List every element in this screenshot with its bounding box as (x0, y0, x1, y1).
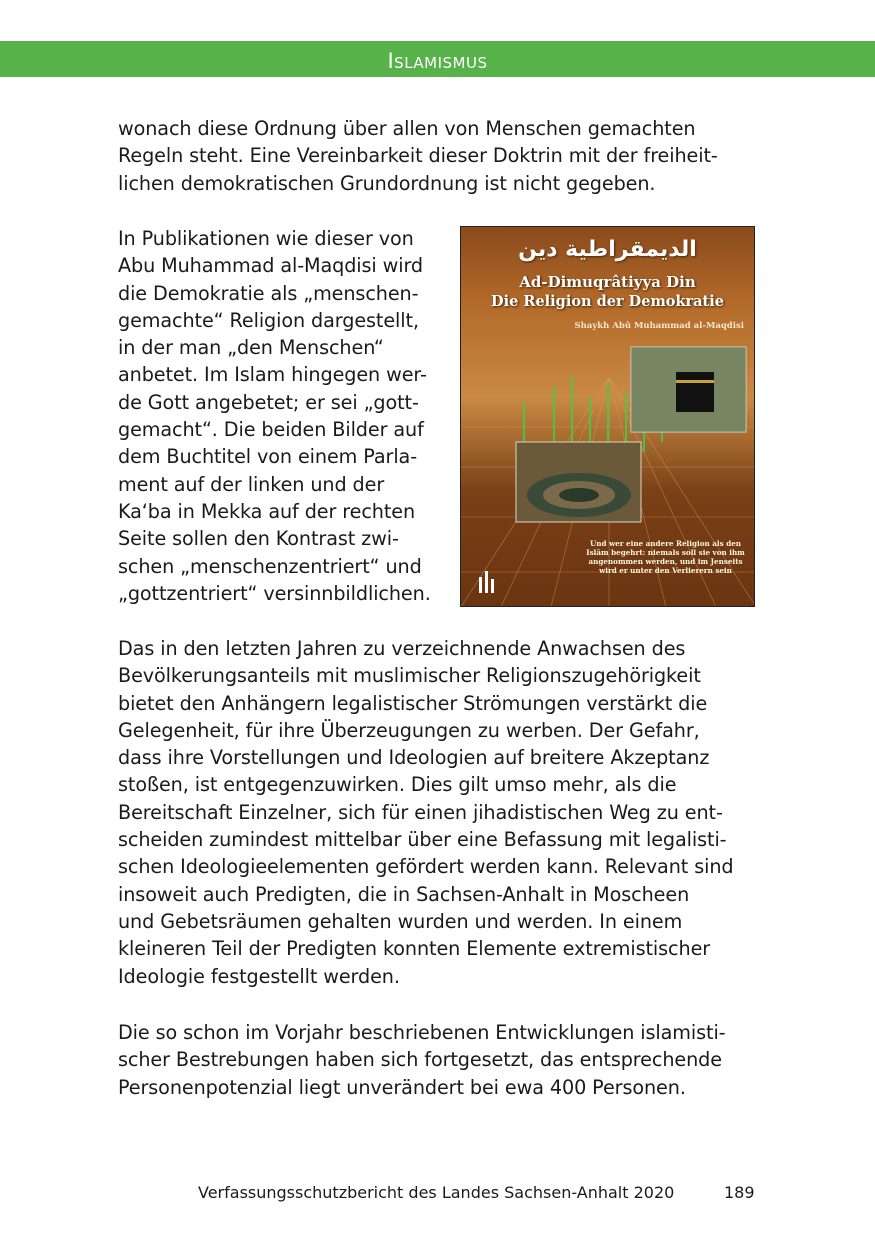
text-line: scheiden zumindest mittelbar über eine Befassung mit legalisti- (118, 828, 727, 852)
text-line: schen „menschenzentriert“ und (118, 554, 422, 578)
text-line: Personenpotenzial liegt unverändert bei ewa 400 Personen. (118, 1075, 686, 1099)
book-cover-image (460, 226, 755, 607)
text-line: Die so schon im Vorjahr beschriebenen Entwicklungen islamisti- (118, 1021, 726, 1044)
paragraph-publication (118, 225, 453, 607)
text-line: anbetet. Im Islam hingegen wer- (118, 363, 427, 387)
cover-subtitle: Die Religion der Demokratie (491, 293, 724, 310)
cover-title: Ad-Dimuqrâtiyya Din (519, 273, 696, 291)
text-line: Ka‘ba in Mekka auf der rechten (118, 499, 416, 523)
text-line: lichen demokratischen Grundordnung ist nicht gegeben. (118, 171, 656, 195)
cover-arabic-title: الديمقراطية دين (518, 237, 697, 262)
text-line: und Gebetsräumen gehalten wurden und werden. In einem (118, 909, 683, 933)
text-line: Regeln steht. Eine Vereinbarkeit dieser Doktrin mit der freiheit- (118, 144, 718, 168)
section-title: Islamismus (387, 49, 488, 73)
text-line: dem Buchtitel von einem Parla- (118, 445, 418, 469)
text-line: scher Bestrebungen haben sich fortgesetzt, das entsprechende (118, 1048, 722, 1072)
paragraph-intro (118, 115, 758, 197)
text-line: Gelegenheit, für ihre Überzeugungen zu werben. Der Gefahr, (118, 718, 700, 742)
text-line: ment auf der linken und der (118, 472, 385, 496)
page-number: 189 (724, 1183, 755, 1202)
text-line: Seite sollen den Kontrast zwi- (118, 527, 399, 551)
text-line: in der man „den Menschen“ (118, 336, 384, 360)
footer-report-title: Verfassungsschutzbericht des Landes Sachsen-Anhalt 2020 (198, 1183, 675, 1202)
text-line: Abu Muhammad al-Maqdisi wird (118, 254, 424, 278)
text-line: stoßen, ist entgegenzuwirken. Dies gilt umso mehr, als die (118, 773, 677, 797)
text-line: Bereitschaft Einzelner, sich für einen jihadistischen Weg zu ent- (118, 800, 723, 824)
text-line: In Publikationen wie dieser von (118, 227, 414, 250)
text-line: insoweit auch Predigten, die in Sachsen-Anhalt in Moscheen (118, 882, 690, 906)
text-line: dass ihre Vorstellungen und Ideologien auf breitere Akzeptanz (118, 746, 710, 770)
text-line: Bevölkerungsanteils mit muslimischer Religionszugehörigkeit (118, 664, 701, 688)
text-line: wonach diese Ordnung über allen von Menschen gemachten (118, 117, 696, 140)
cover-quote: Und wer eine andere Religion als den Islâm begehrt: niemals soll sie von ihm angenommen werden, und im Jenseits wird er unter den Verlierern sein (586, 539, 745, 575)
text-line: schen Ideologieelementen gefördert werden kann. Relevant sind (118, 855, 734, 879)
cover-author: Shaykh Abû Muhammad al-Maqdisi (574, 321, 744, 331)
text-line: kleineren Teil der Predigten konnten Elemente extremistischer (118, 937, 711, 961)
text-line: gemachte“ Religion dargestellt, (118, 308, 419, 332)
text-line: gemacht“. Die beiden Bilder auf (118, 418, 424, 442)
paragraph-growth (118, 635, 758, 990)
text-line: de Gott angebetet; er sei „gott- (118, 390, 419, 414)
text-line: die Demokratie als „menschen- (118, 281, 419, 305)
text-line: „gottzentriert“ versinnbildlichen. (118, 581, 431, 605)
paragraph-summary (118, 1019, 758, 1101)
text-line: Ideologie festgestellt werden. (118, 964, 400, 988)
text-line: Das in den letzten Jahren zu verzeichnende Anwachsen des (118, 637, 686, 660)
text-line: bietet den Anhängern legalistischer Strömungen verstärkt die (118, 691, 708, 715)
section-header (0, 41, 875, 77)
